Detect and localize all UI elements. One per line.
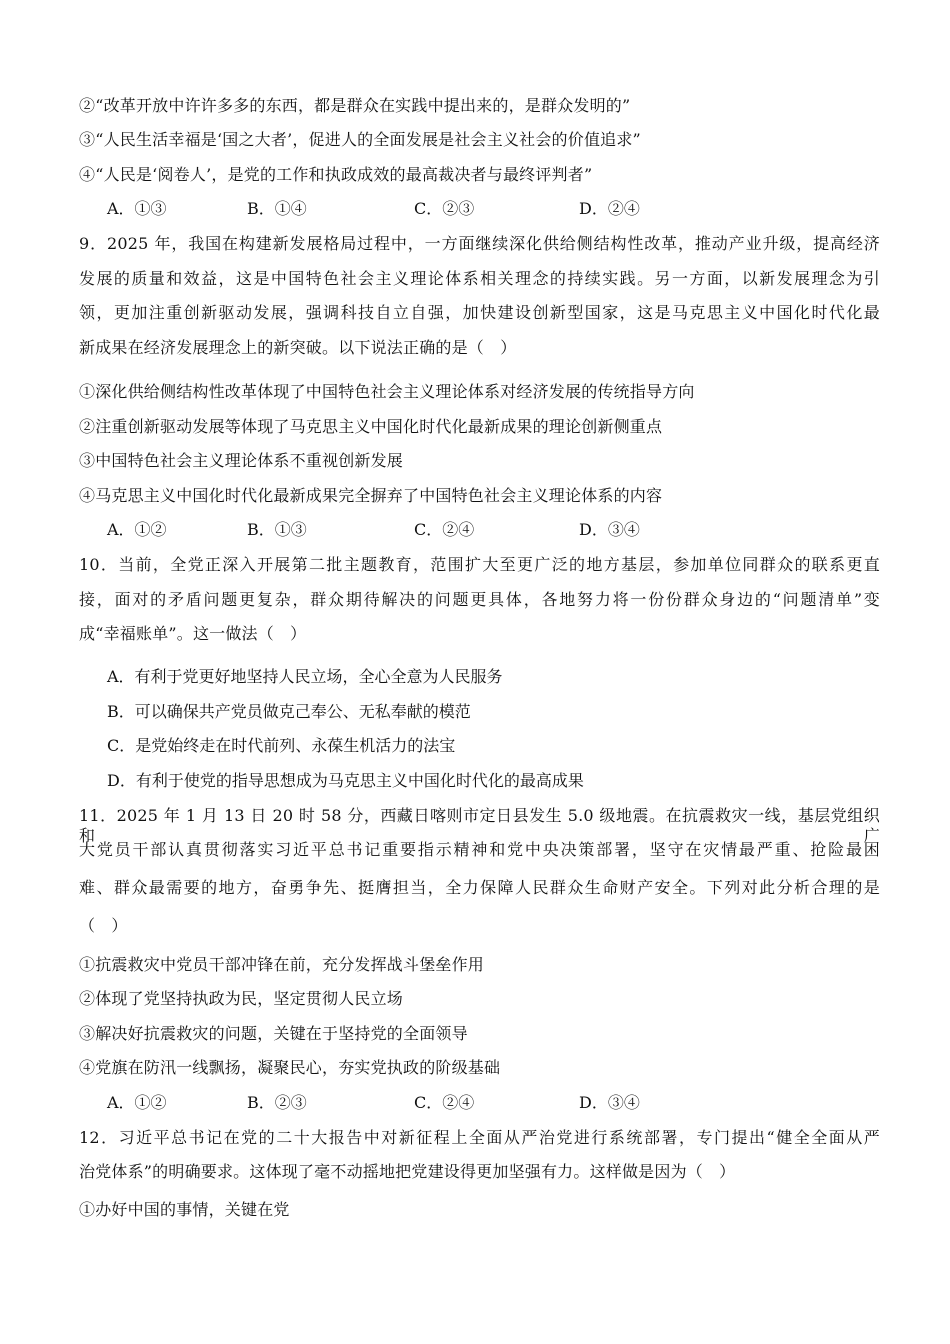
- option-c[interactable]: C．②④: [414, 520, 475, 539]
- q9-item-2: ②注重创新驱动发展等体现了马克思主义中国化时代化最新成果的理论创新侧重点: [79, 417, 663, 436]
- q11-stem-line-4: （ ）: [79, 916, 128, 935]
- q10-choice-b[interactable]: B．可以确保共产党员做克己奉公、无私奉献的模范: [107, 702, 471, 721]
- q10-stem-line-3: 成“幸福账单”。这一做法（ ）: [79, 624, 307, 643]
- q11-options: [107, 1093, 727, 1113]
- option-a[interactable]: A．①②: [107, 1093, 167, 1112]
- option-b[interactable]: B．①③: [247, 520, 307, 539]
- q11-stem-line-3: 难、群众最需要的地方，奋勇争先、挺膺担当，全力保障人民群众生命财产安全。下列对此分析合理的是: [79, 878, 880, 897]
- q12-stem-line-2: 治党体系”的明确要求。这体现了毫不动摇地把党建设得更加坚强有力。这样做是因为（ ）: [79, 1162, 736, 1181]
- q8-item-2: ②“改革开放中许许多多的东西，都是群众在实践中提出来的，是群众发明的”: [79, 96, 631, 115]
- q11-item-3: ③解决好抗震救灾的问题，关键在于坚持党的全面领导: [79, 1024, 468, 1043]
- q9-stem-line-2: 发展的质量和效益，这是中国特色社会主义理论体系相关理念的持续实践。另一方面，以新发展理念为引: [79, 269, 880, 288]
- q10-stem-line-1: 10．当前，全党正深入开展第二批主题教育，范围扩大至更广泛的地方基层，参加单位同群众的联系更直: [79, 555, 880, 574]
- q11-item-4: ④党旗在防汛一线飘扬，凝聚民心，夯实党执政的阶级基础: [79, 1058, 501, 1077]
- option-c[interactable]: C．②④: [414, 1093, 475, 1112]
- q10-choice-d[interactable]: D．有利于使党的指导思想成为马克思主义中国化时代化的最高成果: [107, 771, 584, 790]
- option-c[interactable]: C．②③: [414, 199, 475, 218]
- q9-options: [107, 520, 727, 540]
- q8-item-4: ④“人民是‘阅卷人’，是党的工作和执政成效的最高裁决者与最终评判者”: [79, 165, 593, 184]
- option-d[interactable]: D．③④: [579, 520, 640, 539]
- q9-stem-line-4: 新成果在经济发展理念上的新突破。以下说法正确的是（ ）: [79, 338, 517, 357]
- q11-item-1: ①抗震救灾中党员干部冲锋在前，充分发挥战斗堡垒作用: [79, 955, 485, 974]
- q10-stem-line-2: 接，面对的矛盾问题更复杂，群众期待解决的问题更具体，各地努力将一份份群众身边的“问题清单”变: [79, 590, 880, 609]
- option-b[interactable]: B．①④: [247, 199, 307, 218]
- q11-stem-line-2: 大党员干部认真贯彻落实习近平总书记重要指示精神和党中央决策部署，坚守在灾情最严重、抢险最困: [79, 840, 880, 859]
- q12-stem-line-1: 12．习近平总书记在党的二十大报告中对新征程上全面从严治党进行系统部署，专门提出“健全全面从严: [79, 1128, 880, 1147]
- q9-stem-line-3: 领，更加注重创新驱动发展，强调科技自立自强，加快建设创新型国家，这是马克思主义中国化时代化最: [79, 303, 880, 322]
- q11-stem-line-1: 11．2025 年 1 月 13 日 20 时 58 分，西藏日喀则市定日县发生 5.0 级地震。在抗震救灾一线，基层党组织和广: [79, 806, 880, 845]
- q9-item-1: ①深化供给侧结构性改革体现了中国特色社会主义理论体系对经济发展的传统指导方向: [79, 382, 695, 401]
- option-b[interactable]: B．②③: [247, 1093, 307, 1112]
- q9-stem-line-1: 9．2025 年，我国在构建新发展格局过程中，一方面继续深化供给侧结构性改革，推动产业升级，提高经济: [79, 234, 880, 253]
- q10-choice-c[interactable]: C．是党始终走在时代前列、永葆生机活力的法宝: [107, 736, 456, 755]
- q9-item-3: ③中国特色社会主义理论体系不重视创新发展: [79, 451, 404, 470]
- option-d[interactable]: D．②④: [579, 199, 640, 218]
- q8-options: [107, 199, 727, 219]
- q10-choice-a[interactable]: A．有利于党更好地坚持人民立场，全心全意为人民服务: [107, 667, 503, 686]
- q12-item-1: ①办好中国的事情，关键在党: [79, 1200, 290, 1219]
- option-a[interactable]: A．①③: [107, 199, 167, 218]
- q8-item-3: ③“人民生活幸福是‘国之大者’，促进人的全面发展是社会主义社会的价值追求”: [79, 130, 641, 149]
- q9-item-4: ④马克思主义中国化时代化最新成果完全摒弃了中国特色社会主义理论体系的内容: [79, 486, 663, 505]
- q11-item-2: ②体现了党坚持执政为民，坚定贯彻人民立场: [79, 989, 404, 1008]
- option-a[interactable]: A．①②: [107, 520, 167, 539]
- option-d[interactable]: D．③④: [579, 1093, 640, 1112]
